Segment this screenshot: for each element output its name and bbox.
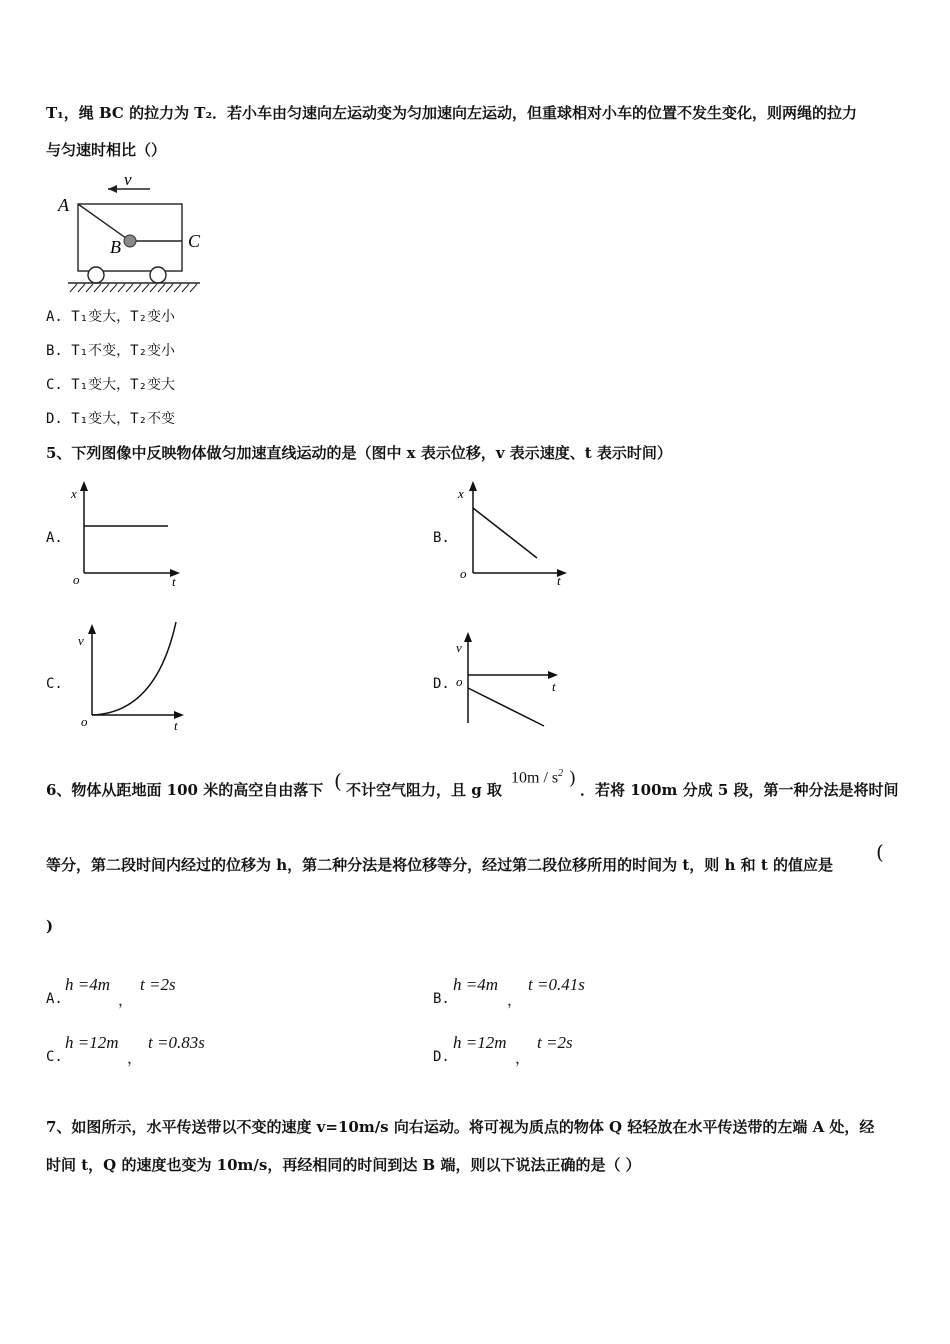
svg-text:o: o [81,714,88,729]
q6-option-d-label[interactable]: D. [433,1049,450,1065]
label-v: v [124,170,132,189]
q6-option-d-t: t =2s [537,1033,573,1052]
q6-option-a-label[interactable]: A. [46,991,63,1007]
q4-option-c[interactable]: C. T₁变大，T₂变大 [46,377,176,393]
q6-line2-paren: ( [876,840,884,864]
label-c: C [188,231,201,251]
q6-option-c-label[interactable]: C. [46,1049,63,1065]
svg-text:o: o [460,566,467,581]
q5-graph-b [455,478,575,588]
q6-g-value: $10m / s^2$ [511,768,564,787]
rope-ab [78,204,130,241]
q6-option-a-t: t =2s [140,975,176,994]
q4-stem-line1: T₁，绳 BC 的拉力为 T₂．若小车由匀速向左运动变为匀加速向左运动，但重球相对小车的位置不发生变化，则两绳的拉力 [46,104,858,122]
q6-stem-line2: 等分，第二段时间内经过的位移为 h，第二种分法是将位移等分，经过第二段位移所用的时间为 t，则 h 和 t 的值应是 [46,856,834,874]
svg-text:t: t [557,573,561,588]
graph-d-line [468,688,544,726]
ground-hatch [70,284,197,292]
svg-text:x: x [71,486,77,501]
q6-option-c-h: h =12m [65,1033,119,1052]
svg-text:t: t [172,574,176,588]
q4-option-b[interactable]: B. T₁不变，T₂变小 [46,343,176,359]
svg-text:o: o [456,674,463,689]
q7-stem-line1: 7、如图所示，水平传送带以不变的速度 v=10m/s 向右运动。将可视为质点的物体 Q 轻轻放在水平传送带的左端 A 处，经 [46,1118,875,1136]
svg-text:o: o [73,572,80,587]
svg-text:t: t [552,679,556,694]
q6-stem-line3: ) [46,917,54,935]
svg-text:x: x [458,486,464,501]
q5-stem: 5、下列图像中反映物体做匀加速直线运动的是（图中 x 表示位移，v 表示速度、t 表示时间） [46,444,672,462]
graph-b-line [473,508,537,558]
q5-graph-d [452,628,572,728]
q6-paren-close: ) [569,768,577,789]
q5-option-a-label[interactable]: A. [46,530,63,546]
cart-figure [46,170,216,295]
q4-option-d[interactable]: D. T₁变大，T₂不变 [46,411,176,427]
wheel-left [88,267,104,283]
q6-option-b-label[interactable]: B. [433,991,450,1007]
q6-option-c-t: t =0.83s [148,1033,205,1052]
q5-option-d-label[interactable]: D. [433,676,450,692]
ball [124,235,136,247]
svg-text:t: t [174,718,178,733]
q7-stem-line2: 时间 t，Q 的速度也变为 10m/s，再经相同的时间到达 B 端，则以下说法正确的是（ ） [46,1156,641,1174]
q5-option-b-label[interactable]: B. [433,530,450,546]
q6-option-d-h: h =12m [453,1033,507,1052]
q6-stem-part3: ．若将 100m 分成 5 段，第一种分法是将时间 [580,781,899,799]
label-b: B [110,237,121,257]
q6-option-b-h: h =4m [453,975,498,994]
svg-text:v: v [456,640,462,655]
q6-stem-part1: 6、物体从距地面 100 米的高空自由落下 [46,781,324,799]
label-a: A [58,195,69,215]
q5-graph-a [66,478,186,588]
q6-paren-open: ( [334,769,342,793]
q6-option-b-t: t =0.41s [528,975,585,994]
q6-option-a-h: h =4m [65,975,110,994]
q5-graph-c [74,618,194,736]
wheel-right [150,267,166,283]
svg-text:v: v [78,633,84,648]
q6-stem-part2: 不计空气阻力，且 g 取 [346,781,502,799]
q4-stem-line2: 与匀速时相比（） [46,141,167,159]
graph-c-curve [92,622,176,715]
q4-option-a[interactable]: A. T₁变大，T₂变小 [46,309,176,325]
q5-option-c-label[interactable]: C. [46,676,63,692]
